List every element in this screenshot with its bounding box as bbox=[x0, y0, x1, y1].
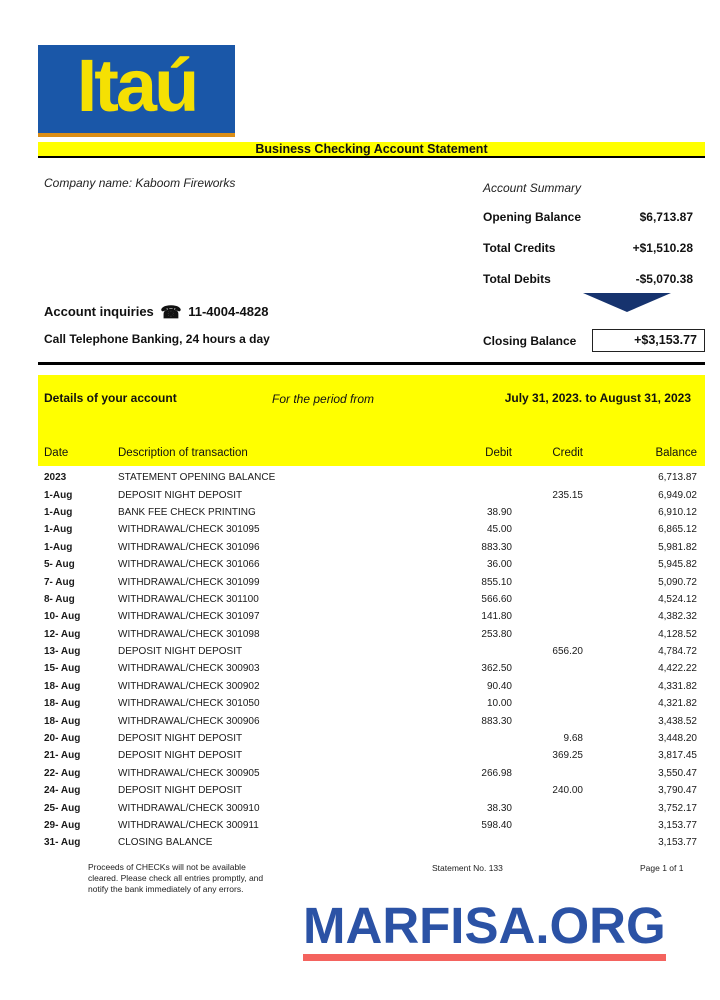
table-row bbox=[38, 782, 705, 799]
table-row bbox=[38, 626, 705, 643]
transactions-table bbox=[38, 469, 705, 852]
txn-description: DEPOSIT NIGHT DEPOSIT bbox=[118, 646, 243, 658]
summary-row-total-credits bbox=[483, 241, 693, 255]
telephone-banking-line: Call Telephone Banking, 24 hours a day bbox=[44, 332, 270, 346]
txn-date: 7- Aug bbox=[44, 576, 75, 588]
txn-balance: 4,524.12 bbox=[658, 593, 697, 605]
account-inquiries-line bbox=[44, 303, 268, 323]
txn-balance: 6,910.12 bbox=[658, 506, 697, 518]
txn-debit: 10.00 bbox=[486, 698, 512, 710]
col-header-balance: Balance bbox=[655, 447, 697, 459]
txn-date: 29- Aug bbox=[44, 820, 81, 831]
table-row bbox=[38, 504, 705, 521]
txn-debit: 566.60 bbox=[481, 593, 512, 605]
txn-balance: 5,090.72 bbox=[658, 576, 697, 588]
txn-description: WITHDRAWAL/CHECK 300906 bbox=[118, 715, 260, 727]
page-number: Page 1 of 1 bbox=[640, 863, 684, 873]
txn-date: 18- Aug bbox=[44, 715, 81, 727]
txn-date: 18- Aug bbox=[44, 680, 81, 692]
company-name: Company name: Kaboom Fireworks bbox=[44, 176, 236, 190]
table-row bbox=[38, 712, 705, 729]
txn-date: 10- Aug bbox=[44, 611, 81, 623]
transactions-body bbox=[38, 469, 705, 852]
txn-credit: 369.25 bbox=[552, 750, 583, 762]
txn-description: WITHDRAWAL/CHECK 301066 bbox=[118, 559, 260, 571]
txn-date: 2023 bbox=[44, 472, 67, 484]
txn-balance: 3,448.20 bbox=[658, 733, 697, 745]
col-header-credit: Credit bbox=[552, 447, 583, 459]
txn-description: WITHDRAWAL/CHECK 301097 bbox=[118, 611, 260, 623]
txn-balance: 3,438.52 bbox=[658, 715, 697, 727]
txn-description: WITHDRAWAL/CHECK 300910 bbox=[118, 802, 260, 814]
summary-label: Opening Balance bbox=[483, 210, 582, 224]
phone-number: 11-4004-4828 bbox=[188, 304, 269, 319]
txn-date: 21- Aug bbox=[44, 750, 81, 762]
txn-description: DEPOSIT NIGHT DEPOSIT bbox=[118, 750, 243, 762]
statement-number: Statement No. 133 bbox=[432, 863, 503, 873]
txn-debit: 45.00 bbox=[486, 524, 512, 536]
txn-debit: 38.30 bbox=[486, 802, 512, 814]
txn-credit: 240.00 bbox=[552, 785, 583, 797]
txn-description: WITHDRAWAL/CHECK 301099 bbox=[118, 576, 260, 588]
txn-date: 20- Aug bbox=[44, 733, 81, 745]
table-row bbox=[38, 556, 705, 573]
txn-description: WITHDRAWAL/CHECK 301100 bbox=[118, 593, 259, 605]
table-row bbox=[38, 591, 705, 608]
txn-date: 31- Aug bbox=[44, 837, 81, 849]
table-row bbox=[38, 469, 705, 486]
table-row bbox=[38, 643, 705, 660]
col-header-debit: Debit bbox=[485, 447, 512, 459]
arrow-down-icon bbox=[583, 293, 671, 312]
summary-label: Total Credits bbox=[483, 241, 556, 255]
table-row bbox=[38, 521, 705, 538]
txn-credit: 656.20 bbox=[552, 646, 583, 658]
txn-debit: 266.98 bbox=[481, 767, 512, 779]
txn-description: WITHDRAWAL/CHECK 301095 bbox=[118, 524, 260, 536]
table-row bbox=[38, 573, 705, 590]
txn-date: 1-Aug bbox=[44, 524, 73, 536]
table-row bbox=[38, 608, 705, 625]
txn-description: DEPOSIT NIGHT DEPOSIT bbox=[118, 733, 243, 745]
txn-balance: 4,382.32 bbox=[658, 611, 697, 623]
txn-balance: 6,713.87 bbox=[658, 472, 697, 484]
txn-date: 22- Aug bbox=[44, 767, 81, 779]
txn-debit: 855.10 bbox=[481, 576, 512, 588]
txn-description: BANK FEE CHECK PRINTING bbox=[118, 506, 256, 518]
table-row bbox=[38, 695, 705, 712]
txn-debit: 598.40 bbox=[481, 820, 512, 831]
txn-description: DEPOSIT NIGHT DEPOSIT bbox=[118, 489, 243, 501]
details-heading: Details of your account bbox=[44, 391, 177, 405]
txn-balance: 4,784.72 bbox=[658, 646, 697, 658]
marfisa-watermark-text: MARFISA.ORG bbox=[303, 897, 666, 954]
txn-description: WITHDRAWAL/CHECK 301096 bbox=[118, 541, 260, 553]
txn-description: WITHDRAWAL/CHECK 301098 bbox=[118, 628, 260, 640]
txn-date: 5- Aug bbox=[44, 559, 75, 571]
txn-balance: 6,949.02 bbox=[658, 489, 697, 501]
marfisa-watermark-underline bbox=[303, 954, 666, 961]
txn-date: 1-Aug bbox=[44, 541, 73, 553]
txn-debit: 362.50 bbox=[481, 663, 512, 675]
txn-date: 1-Aug bbox=[44, 506, 73, 518]
txn-description: WITHDRAWAL/CHECK 301050 bbox=[118, 698, 260, 710]
summary-value: $6,713.87 bbox=[639, 210, 693, 224]
txn-description: WITHDRAWAL/CHECK 300905 bbox=[118, 767, 260, 779]
txn-debit: 90.40 bbox=[486, 680, 512, 692]
statement-title: Business Checking Account Statement bbox=[255, 142, 488, 156]
txn-date: 13- Aug bbox=[44, 646, 81, 658]
period-label: For the period from bbox=[272, 392, 375, 406]
txn-date: 12- Aug bbox=[44, 628, 81, 640]
txn-description: WITHDRAWAL/CHECK 300902 bbox=[118, 680, 260, 692]
txn-debit: 253.80 bbox=[481, 628, 512, 640]
txn-description: CLOSING BALANCE bbox=[118, 837, 213, 849]
txn-balance: 5,945.82 bbox=[658, 559, 697, 571]
txn-balance: 4,321.82 bbox=[658, 698, 697, 710]
phone-icon: ☎ bbox=[160, 303, 182, 322]
txn-balance: 4,128.52 bbox=[658, 628, 697, 640]
table-row bbox=[38, 730, 705, 747]
txn-debit: 883.30 bbox=[481, 715, 512, 727]
txn-balance: 3,153.77 bbox=[658, 837, 697, 849]
col-header-description: Description of transaction bbox=[118, 447, 248, 459]
txn-description: WITHDRAWAL/CHECK 300911 bbox=[118, 820, 259, 831]
txn-date: 18- Aug bbox=[44, 698, 81, 710]
txn-date: 8- Aug bbox=[44, 593, 75, 605]
txn-date: 15- Aug bbox=[44, 663, 81, 675]
table-row bbox=[38, 660, 705, 677]
statement-title-banner bbox=[38, 142, 705, 158]
txn-balance: 3,752.17 bbox=[658, 802, 697, 814]
txn-balance: 3,817.45 bbox=[658, 750, 697, 762]
txn-description: WITHDRAWAL/CHECK 300903 bbox=[118, 663, 260, 675]
txn-description: DEPOSIT NIGHT DEPOSIT bbox=[118, 785, 243, 797]
account-inquiries-label: Account inquiries bbox=[44, 304, 154, 319]
footer-note-line: cleared. Please check all entries promptly, and bbox=[88, 873, 264, 883]
table-row bbox=[38, 747, 705, 764]
txn-balance: 3,790.47 bbox=[658, 785, 697, 797]
itau-logo-text: Itaú bbox=[76, 44, 197, 127]
summary-label: Total Debits bbox=[483, 272, 551, 286]
table-row bbox=[38, 817, 705, 834]
txn-balance: 5,981.82 bbox=[658, 541, 697, 553]
txn-balance: 6,865.12 bbox=[658, 524, 697, 536]
txn-date: 24- Aug bbox=[44, 785, 81, 797]
footer-note-line: notify the bank immediately of any errors. bbox=[88, 884, 244, 894]
closing-balance-value: +$3,153.77 bbox=[592, 329, 705, 352]
summary-value: +$1,510.28 bbox=[632, 241, 693, 255]
txn-debit: 38.90 bbox=[486, 506, 512, 518]
account-summary-rows bbox=[483, 210, 693, 303]
marfisa-watermark bbox=[303, 897, 666, 961]
txn-credit: 235.15 bbox=[552, 489, 583, 501]
table-row bbox=[38, 799, 705, 816]
summary-value: -$5,070.38 bbox=[635, 272, 693, 286]
txn-balance: 3,153.77 bbox=[658, 820, 697, 831]
table-row bbox=[38, 834, 705, 851]
txn-balance: 4,331.82 bbox=[658, 680, 697, 692]
account-summary-heading: Account Summary bbox=[483, 181, 582, 195]
footer-note-line: Proceeds of CHECKs will not be available bbox=[88, 862, 246, 872]
summary-row-opening-balance bbox=[483, 210, 693, 224]
txn-date: 1-Aug bbox=[44, 489, 73, 501]
itau-logo bbox=[38, 45, 235, 137]
table-row bbox=[38, 678, 705, 695]
period-value: July 31, 2023. to August 31, 2023 bbox=[504, 391, 691, 405]
txn-date: 25- Aug bbox=[44, 802, 81, 814]
table-row bbox=[38, 765, 705, 782]
details-banner bbox=[38, 375, 705, 466]
txn-description: STATEMENT OPENING BALANCE bbox=[118, 472, 276, 484]
txn-balance: 3,550.47 bbox=[658, 767, 697, 779]
table-row bbox=[38, 539, 705, 556]
summary-row-total-debits bbox=[483, 272, 693, 286]
txn-credit: 9.68 bbox=[563, 733, 583, 745]
txn-debit: 883.30 bbox=[481, 541, 512, 553]
table-column-headers bbox=[38, 447, 705, 459]
txn-debit: 141.80 bbox=[481, 611, 512, 623]
txn-balance: 4,422.22 bbox=[658, 663, 697, 675]
closing-balance-label: Closing Balance bbox=[483, 334, 577, 348]
col-header-date: Date bbox=[44, 447, 69, 459]
section-divider bbox=[38, 362, 705, 365]
txn-debit: 36.00 bbox=[486, 559, 512, 571]
table-row bbox=[38, 486, 705, 503]
footer-note bbox=[88, 862, 263, 895]
